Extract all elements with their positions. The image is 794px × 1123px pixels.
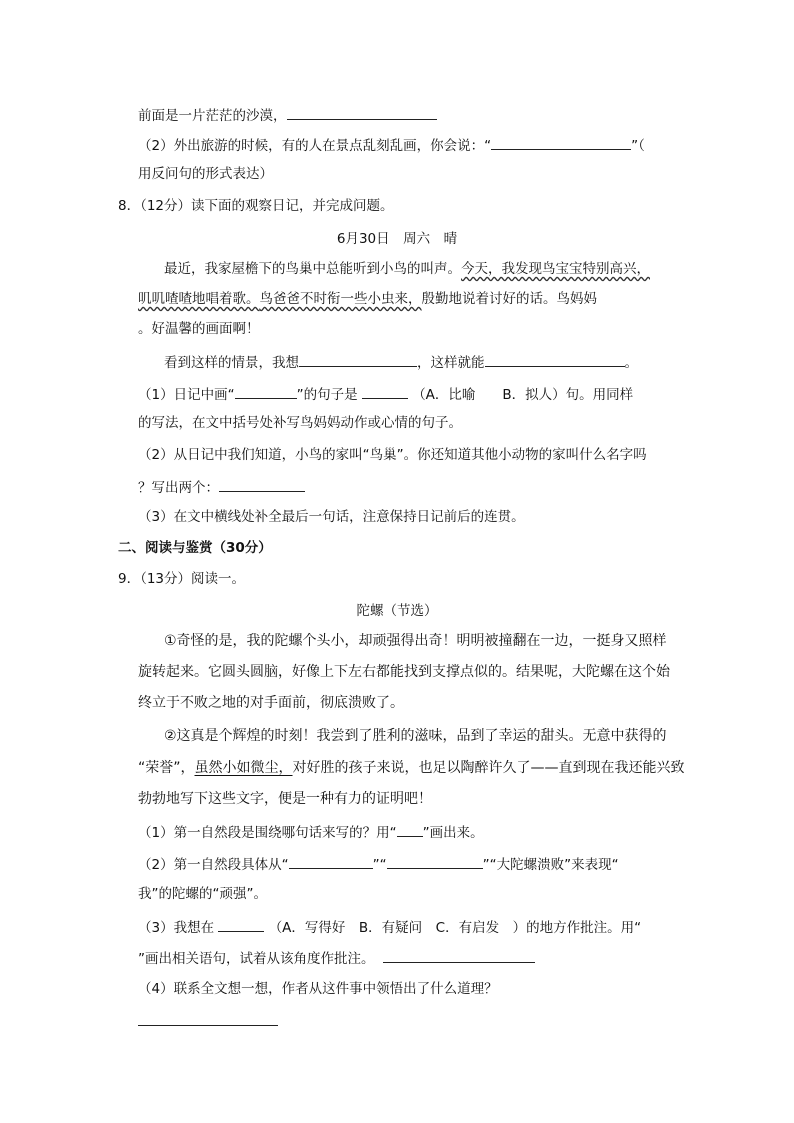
q9-sub3-text-c: ”画出相关语句，试着从该角度作批注。 — [138, 951, 375, 967]
answer-blank[interactable] — [485, 351, 625, 367]
diary-text-1a: 最近，我家屋檐下的鸟巢中总能听到小鸟的叫声。 — [164, 261, 461, 277]
q7-line-desert — [138, 104, 437, 126]
q9-sub2-text-c: ”“大陀螺溃败”来表现“ — [482, 857, 619, 873]
passage-p2-line1: ②这真是个辉煌的时刻！我尝到了胜利的滋味，品到了幸运的甜头。无意中获得的 — [164, 728, 667, 744]
answer-blank[interactable] — [383, 947, 535, 963]
section2-heading: 二、阅读与鉴赏（30分） — [118, 540, 272, 556]
q8-sub2-line2 — [138, 476, 305, 498]
answer-blank[interactable] — [491, 134, 631, 150]
q9-sub3-text-a: （3）我想在 — [138, 920, 215, 936]
q8-sub2-text: ？写出两个： — [138, 480, 219, 496]
diary-text-4b: ，这样就能 — [417, 355, 485, 371]
diary-line-3: 。好温馨的画面啊！ — [138, 321, 260, 337]
passage-p1-line1: ①奇怪的是，我的陀螺个头小，却顽强得出奇！明明被撞翻在一边，一挺身又照样 — [164, 633, 667, 649]
q8-sub1-text-b: ”的句子是 — [296, 387, 358, 403]
diary-text-4a: 看到这样的情景，我想 — [164, 355, 299, 371]
passage-p2-underlined: 虽然小如微尘， — [194, 760, 293, 776]
diary-line-2 — [138, 289, 597, 309]
q8-sub1-line2: 的写法，在文中括号处补写鸟妈妈动作或心情的句子。 — [138, 415, 462, 431]
q7-sub2-line2: 用反问句的形式表达） — [138, 166, 273, 182]
diary-wavy-2a: 叽叽喳喳地唱着歌。 — [138, 291, 260, 307]
passage-p1-line3: 终立于不败之地的对手面前，彻底溃败了。 — [138, 695, 404, 711]
q9-sub1 — [138, 821, 484, 843]
q7-sub2-text: （2）外出旅游的时候，有的人在景点乱刻乱画，你会说：“ — [138, 138, 492, 154]
answer-blank[interactable] — [138, 1010, 278, 1026]
q7-desert-text: 前面是一片茫茫的沙漠， — [138, 108, 287, 124]
answer-blank[interactable] — [387, 853, 483, 869]
q9-sub3-text-b: （A．写得好 B．有疑问 C．有启发 ）的地方作批注。用“ — [268, 920, 642, 936]
passage-p2-honor: “荣誉”， — [138, 760, 195, 776]
q9-sub4: （4）联系全文想一想，作者从这件事中领悟出了什么道理？ — [138, 981, 498, 997]
answer-blank[interactable] — [287, 104, 437, 120]
q9-sub3-line2 — [138, 947, 535, 969]
answer-blank[interactable] — [219, 476, 305, 492]
passage-title: 陀螺（节选） — [356, 603, 438, 619]
q8-sub1-text-c: （A．比喻 B．拟人）句。用同样 — [412, 387, 634, 403]
diary-line-4 — [164, 351, 638, 373]
diary-date-line: 6月30日 周六 晴 — [336, 231, 458, 247]
wavy-mark-sample — [235, 383, 297, 399]
q7-sub2-close: ”（ — [631, 138, 645, 154]
q9-heading: 9．（13分）阅读一。 — [118, 571, 246, 587]
q9-sub2-line1 — [138, 853, 619, 875]
answer-blank[interactable] — [289, 853, 373, 869]
q9-sub1-text-a: （1）第一自然段是围绕哪句话来写的？用“ — [138, 825, 397, 841]
diary-line-1 — [164, 259, 650, 279]
passage-p2-line2 — [138, 758, 685, 778]
q9-sub2-text-a: （2）第一自然段具体从“ — [138, 857, 289, 873]
diary-text-4c: 。 — [624, 355, 638, 371]
underline-mark-sample — [397, 821, 423, 837]
q8-sub3: （3）在文中横线处补全最后一句话，注意保持日记前后的连贯。 — [138, 509, 525, 525]
q7-sub2-line1 — [138, 134, 645, 156]
answer-blank[interactable] — [299, 351, 417, 367]
q9-sub2-text-b: ”“ — [372, 857, 387, 873]
q8-sub2-line1: （2）从日记中我们知道，小鸟的家叫“鸟巢”。你还知道其他小动物的家叫什么名字吗 — [138, 447, 647, 463]
answer-blank[interactable] — [362, 383, 408, 399]
q9-sub1-text-b: ”画出来。 — [422, 825, 484, 841]
diary-wavy-2b: 鸟爸爸不时衔一些小虫来， — [259, 291, 422, 307]
q8-sub1-line1 — [138, 383, 633, 405]
passage-p2-line3: 勃勃地写下这些文字，便是一种有力的证明吧！ — [138, 791, 432, 807]
q9-sub4-answer-line — [138, 1010, 278, 1032]
q9-sub2-line2: 我”的陀螺的“顽强”。 — [138, 886, 267, 902]
q9-sub3-line1 — [138, 916, 641, 938]
q8-sub1-text-a: （1）日记中画“ — [138, 387, 235, 403]
diary-wavy-1b: 今天，我发现鸟宝宝特别高兴， — [461, 261, 650, 277]
q8-heading: 8．（12分）读下面的观察日记，并完成问题。 — [118, 198, 394, 214]
diary-text-2c: 殷勤地说着讨好的话。鸟妈妈 — [421, 291, 597, 307]
answer-blank[interactable] — [218, 916, 264, 932]
passage-p1-line2: 旋转起来。它圆头圆脑，好像上下左右都能找到支撑点似的。结果呢，大陀螺在这个始 — [138, 664, 670, 680]
passage-p2-rest: 对好胜的孩子来说，也足以陶醉许久了——直到现在我还能兴致 — [292, 760, 685, 776]
